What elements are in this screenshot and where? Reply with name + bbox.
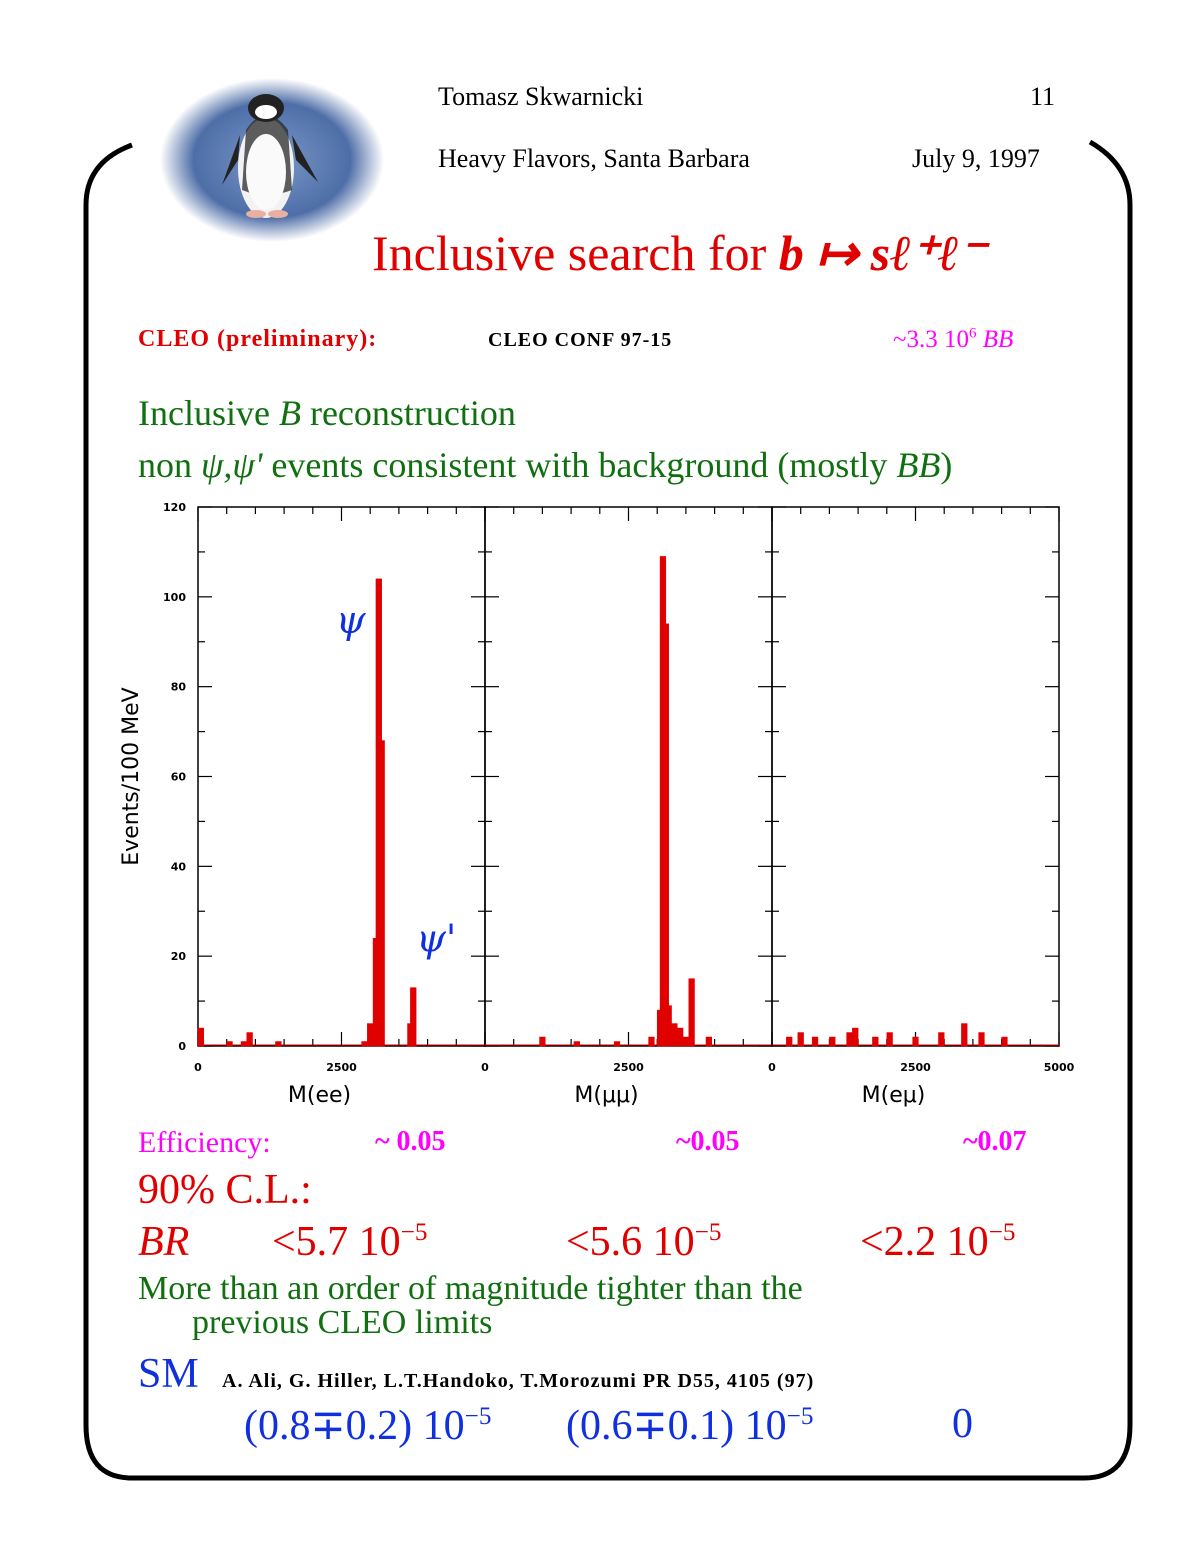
histogram-bar: [247, 1033, 253, 1046]
x-tick-label: 0: [481, 1061, 489, 1074]
y-tick-label: 100: [163, 590, 186, 604]
histogram-bar: [663, 624, 669, 1046]
line-inclusive-b: [138, 392, 516, 434]
panel-frame: [198, 507, 485, 1046]
x-axis-label: M(ee): [287, 1083, 352, 1108]
cleo-conf-ref: CLEO CONF 97-15: [488, 329, 673, 351]
event-count-prefix: ~3.3 10: [893, 326, 970, 353]
br-ee-exp: −5: [400, 1219, 428, 1246]
y-tick-label: 80: [170, 680, 186, 694]
psi-annotation: ψ: [335, 597, 366, 642]
y-axis-label: Events/100 MeV: [119, 687, 144, 866]
br-mumu-mant: <5.6 10: [566, 1219, 695, 1265]
x-tick-label: 2500: [613, 1061, 644, 1074]
br-emu-exp: −5: [988, 1219, 1016, 1246]
br-limit-ee: [272, 1218, 428, 1266]
penguin-logo: [160, 78, 384, 242]
x-tick-label: 0: [768, 1061, 776, 1074]
histogram-bar: [410, 988, 416, 1046]
x-axis-label: M(μμ): [574, 1083, 639, 1108]
sm-label: SM: [138, 1351, 199, 1397]
br-emu-mant: <2.2 10: [860, 1219, 989, 1265]
author-name: Tomasz Skwarnicki: [438, 82, 644, 111]
sm-value-ee: [244, 1400, 491, 1450]
efficiency-ee: ~ 0.05: [375, 1126, 446, 1157]
panel-frame: [772, 507, 1059, 1046]
mass-spectrum-chart: [110, 495, 1075, 1120]
x-tick-label: 2500: [900, 1061, 931, 1074]
line1-c: reconstruction: [300, 393, 516, 433]
y-tick-label: 120: [163, 501, 186, 514]
histogram-bar: [677, 1028, 683, 1046]
histogram-bar: [798, 1033, 804, 1046]
sm-value-mumu: [566, 1400, 813, 1450]
histogram-bar: [887, 1033, 893, 1046]
event-count: [893, 326, 1013, 354]
x-axis-label: M(eμ): [861, 1083, 926, 1108]
y-tick-label: 40: [170, 860, 186, 874]
page-title: [372, 224, 986, 282]
cleo-label: CLEO (preliminary):: [138, 326, 378, 352]
line2-d: BB: [896, 445, 941, 485]
sm-ee-mant: (0.8∓0.2) 10: [244, 1403, 465, 1449]
panel-frame: [485, 507, 772, 1046]
conference-name: Heavy Flavors, Santa Barbara: [438, 144, 750, 173]
line1-a: Inclusive: [138, 393, 279, 433]
sm-ee-exp: −5: [464, 1403, 492, 1430]
histogram-bar: [198, 1028, 204, 1046]
x-tick-label: 0: [194, 1061, 202, 1074]
br-limit-mumu: [566, 1218, 722, 1266]
line2-c: events consistent with background (mostly: [262, 445, 897, 485]
br-label: BR: [138, 1219, 190, 1265]
br-ee-mant: <5.7 10: [272, 1219, 401, 1265]
histogram-bar: [979, 1033, 985, 1046]
efficiency-emu: ~0.07: [963, 1126, 1027, 1157]
histogram-bar: [961, 1024, 967, 1046]
line2-a: non: [138, 445, 201, 485]
cl-label: 90% C.L.:: [138, 1167, 312, 1213]
histogram-bar: [847, 1033, 853, 1046]
talk-date: July 9, 1997: [912, 144, 1040, 173]
x-tick-label: 2500: [326, 1061, 357, 1074]
psi-prime-annotation: ψ': [416, 916, 457, 961]
histogram-bar: [689, 979, 695, 1046]
line-non-psi: [138, 444, 952, 486]
conclusion-line-2: previous CLEO limits: [192, 1304, 493, 1341]
br-mumu-exp: −5: [694, 1219, 722, 1246]
y-tick-label: 60: [170, 770, 186, 784]
br-limit-emu: [860, 1218, 1016, 1266]
histogram-bar: [379, 741, 385, 1046]
x-tick-label: 5000: [1043, 1061, 1075, 1074]
histogram-bar: [367, 1024, 373, 1046]
line2-b: ψ,ψ': [201, 445, 263, 485]
sm-mumu-exp: −5: [786, 1403, 814, 1430]
sm-mumu-mant: (0.6∓0.1) 10: [566, 1403, 787, 1449]
histogram-bar: [852, 1028, 858, 1046]
histogram-bar: [672, 1024, 678, 1046]
sm-emu-mant: 0: [952, 1401, 973, 1447]
title-formula: b ↦ sℓ⁺ℓ⁻: [778, 225, 986, 281]
histogram-bar: [938, 1033, 944, 1046]
histogram-bar: [666, 1006, 672, 1046]
title-text: Inclusive search for: [372, 225, 779, 281]
line2-e: ): [940, 445, 953, 485]
line1-b: B: [278, 393, 301, 433]
efficiency-label: Efficiency:: [138, 1126, 271, 1159]
sm-value-emu: [952, 1400, 973, 1448]
efficiency-mumu: ~0.05: [676, 1126, 740, 1157]
sm-reference: A. Ali, G. Hiller, L.T.Handoko, T.Morozumi PR D55, 4105 (97): [222, 1370, 815, 1392]
y-tick-label: 0: [178, 1040, 186, 1053]
conclusion-line-1: More than an order of magnitude tighter than the: [138, 1270, 803, 1307]
event-count-suffix: BB: [982, 326, 1014, 353]
y-tick-label: 20: [170, 950, 186, 964]
event-count-exp: 6: [969, 325, 977, 342]
page-number: 11: [1030, 82, 1056, 111]
